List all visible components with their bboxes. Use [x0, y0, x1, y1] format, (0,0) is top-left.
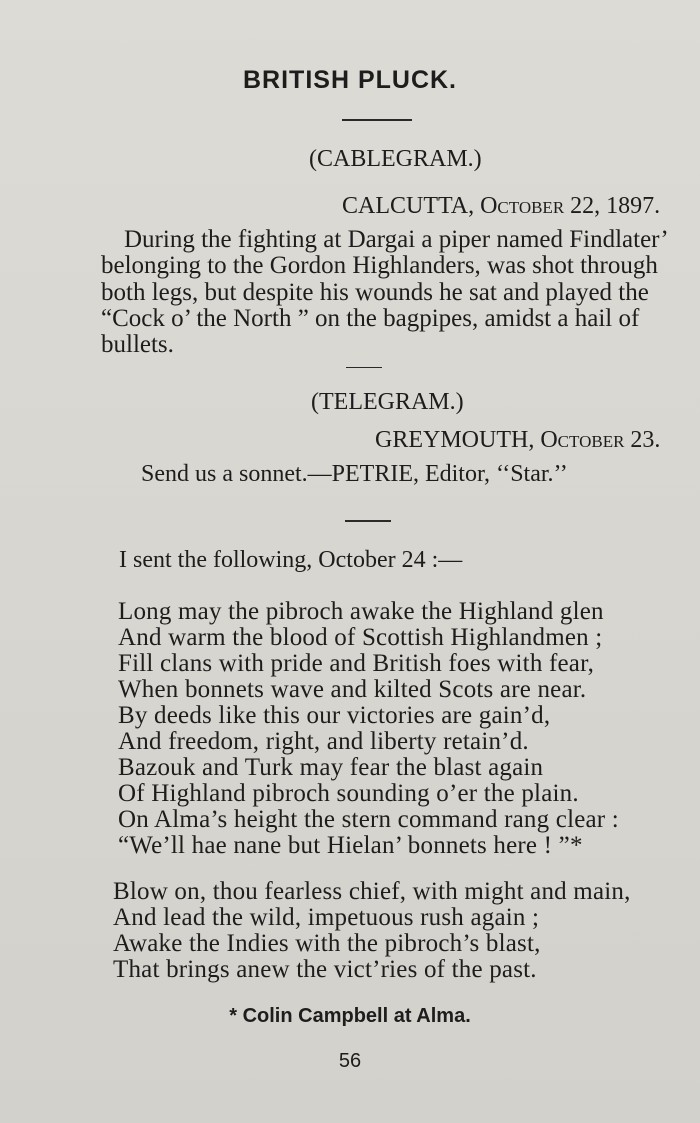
reply-intro: I sent the following, October 24 :— — [119, 547, 463, 573]
poem-line: And warm the blood of Scottish Highlandmen ; — [118, 624, 603, 651]
poem-line: Bazouk and Turk may fear the blast again — [118, 754, 544, 781]
cablegram-line: bullets. — [101, 331, 174, 358]
poem-line: Awake the Indies with the pibroch’s blast, — [113, 930, 541, 957]
title-divider — [342, 119, 412, 121]
poem-line: That brings anew the vict’ries of the past. — [113, 956, 537, 983]
cablegram-line: belonging to the Gordon Highlanders, was shot through — [101, 252, 658, 279]
footnote: * Colin Campbell at Alma. — [229, 1005, 471, 1027]
cablegram-line: “Cock o’ the North ” on the bagpipes, amidst a hail of — [101, 305, 640, 332]
telegram-dateline: GREYMOUTH, October 23. — [375, 427, 661, 453]
poem-line: And lead the wild, impetuous rush again ; — [113, 904, 540, 931]
poem-line: Long may the pibroch awake the Highland glen — [118, 598, 604, 625]
poem-line: And freedom, right, and liberty retain’d. — [118, 728, 529, 755]
telegram-label: (TELEGRAM.) — [311, 389, 464, 415]
poem-line: Blow on, thou fearless chief, with might and main, — [113, 878, 631, 905]
cablegram-line: both legs, but despite his wounds he sat and played the — [101, 279, 649, 306]
poem-line: When bonnets wave and kilted Scots are near. — [118, 676, 587, 703]
cablegram-label: (CABLEGRAM.) — [309, 146, 482, 172]
cablegram-dateline: CALCUTTA, October 22, 1897. — [342, 193, 661, 219]
telegram-message: Send us a sonnet.—PETRIE, Editor, ‘‘Star.’’ — [141, 461, 568, 487]
poem-line: By deeds like this our victories are gain’d, — [118, 702, 551, 729]
cablegram-line: During the fighting at Dargai a piper named Findlater’ — [124, 226, 669, 253]
page-title: BRITISH PLUCK. — [243, 66, 457, 94]
poem-line: Fill clans with pride and British foes with fear, — [118, 650, 595, 677]
page-number: 56 — [338, 1050, 362, 1072]
section-divider — [346, 367, 382, 368]
section-divider — [345, 520, 391, 522]
poem-line: “We’ll hae nane but Hielan’ bonnets here ! ”* — [118, 832, 583, 859]
poem-line: Of Highland pibroch sounding o’er the plain. — [118, 780, 579, 807]
poem-line: On Alma’s height the stern command rang clear : — [118, 806, 619, 833]
